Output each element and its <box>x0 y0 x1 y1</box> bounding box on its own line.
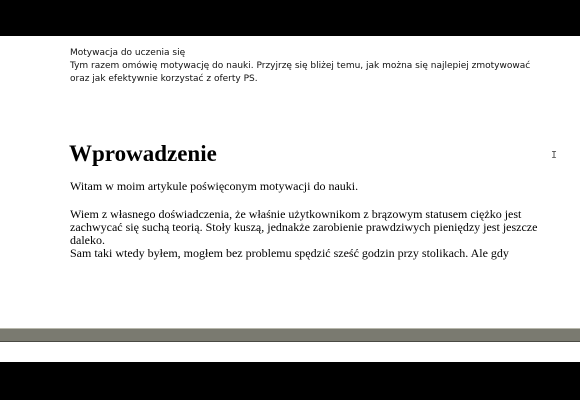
page-separator-band <box>0 328 580 342</box>
body-paragraph <box>70 208 540 260</box>
paragraph-line: Sam taki wtedy byłem, mogłem bez problemu spędzić sześć godzin przy stolikach. Ale gdy <box>70 246 509 260</box>
document-header-title: Motywacja do uczenia się <box>70 48 186 58</box>
paragraph-line: daleko. <box>70 233 105 247</box>
intro-paragraph: Witam w moim artykule poświęconym motywacji do nauki. <box>70 179 359 193</box>
bottom-letterbox <box>0 362 580 400</box>
paragraph-line: Wiem z własnego doświadczenia, że właśnie użytkownikom z brązowym statusem ciężko jest <box>70 207 522 221</box>
document-header-description-line-1: Tym razem omówię motywację do nauki. Przyjrzę się bliżej temu, jak można się najlepiej zmotywować <box>70 61 531 71</box>
document-header <box>70 47 550 86</box>
paragraph-line: zachwycać się suchą teorią. Stoły kuszą, jednakże zarobienie prawdziwych pieniędzy jest jeszcze <box>70 220 538 234</box>
document-header-description-line-2: oraz jak efektywnie korzystać z oferty PS. <box>70 74 258 84</box>
next-page-strip <box>0 342 580 362</box>
section-heading: Wprowadzenie <box>69 141 217 166</box>
text-cursor-icon: I <box>551 150 558 161</box>
document-page <box>0 36 580 328</box>
